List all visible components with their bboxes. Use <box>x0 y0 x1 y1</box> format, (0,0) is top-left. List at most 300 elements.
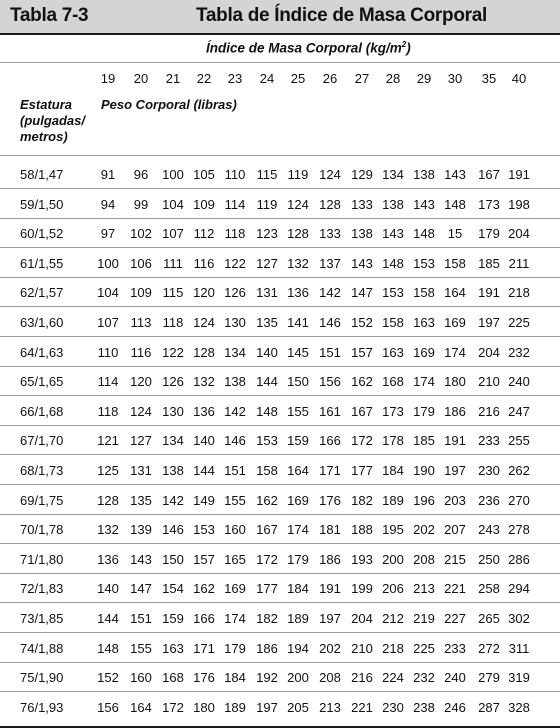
table-title: Tabla de Índice de Masa Corporal <box>196 5 487 26</box>
weight-cell: 193 <box>351 551 373 567</box>
height-label: 72/1,83 <box>20 581 64 597</box>
height-label: 64/1,63 <box>20 344 64 360</box>
weight-cell: 146 <box>162 522 184 538</box>
weight-cell: 148 <box>444 196 466 212</box>
weight-cell: 127 <box>256 255 278 271</box>
weight-cell: 169 <box>287 492 309 508</box>
bmi-value: 30 <box>447 71 463 86</box>
weight-cell: 133 <box>319 226 341 242</box>
weight-cell: 147 <box>351 285 373 301</box>
weight-cell: 247 <box>508 403 530 419</box>
weight-cell: 134 <box>162 433 184 449</box>
weight-cell: 174 <box>287 522 309 538</box>
weight-cell: 151 <box>224 463 246 478</box>
weight-cell: 204 <box>351 611 373 626</box>
height-label: 59/1,50 <box>20 196 64 212</box>
row-divider <box>0 366 560 367</box>
weight-cell: 176 <box>193 670 215 686</box>
bmi-value: 26 <box>322 71 338 86</box>
weight-cell: 105 <box>193 167 215 182</box>
weight-cell: 286 <box>508 551 530 567</box>
height-label: 75/1,90 <box>20 670 64 686</box>
weight-cell: 115 <box>162 285 184 301</box>
table-label: Tabla 7-3 <box>10 5 89 26</box>
weight-cell: 113 <box>130 315 152 330</box>
weight-cell: 176 <box>319 492 341 508</box>
weight-cell: 232 <box>413 670 435 686</box>
weight-cell: 218 <box>508 285 530 301</box>
weight-cell: 153 <box>413 255 435 271</box>
bmi-value: 27 <box>354 71 370 86</box>
bmi-value: 28 <box>385 71 401 86</box>
weight-cell: 174 <box>444 344 466 360</box>
weight-cell: 138 <box>162 463 184 478</box>
weight-cell: 162 <box>193 581 215 597</box>
weight-cell: 302 <box>508 611 530 626</box>
weight-cell: 188 <box>351 522 373 538</box>
weight-cell: 151 <box>319 344 341 360</box>
row-divider <box>0 218 560 219</box>
weight-cell: 171 <box>193 640 215 656</box>
weight-cell: 131 <box>256 285 278 301</box>
weight-cell: 143 <box>444 167 466 182</box>
weight-cell: 168 <box>382 374 404 390</box>
weight-cell: 102 <box>130 226 152 242</box>
weight-cell: 124 <box>319 167 341 182</box>
weight-cell: 114 <box>224 196 246 212</box>
weight-cell: 124 <box>130 403 152 419</box>
weight-cell: 161 <box>319 403 341 419</box>
weight-cell: 134 <box>382 167 404 182</box>
bmi-header <box>206 40 411 56</box>
weight-cell: 184 <box>382 463 404 478</box>
weight-cell: 208 <box>413 551 435 567</box>
height-label: 63/1,60 <box>20 315 64 330</box>
weight-cell: 148 <box>97 640 119 656</box>
height-label: 73/1,85 <box>20 611 64 626</box>
weight-cell: 328 <box>508 699 530 715</box>
weight-cell: 139 <box>130 522 152 538</box>
row-divider <box>0 602 560 603</box>
weight-cell: 197 <box>256 699 278 715</box>
row-divider <box>0 306 560 307</box>
weight-cell: 200 <box>382 551 404 567</box>
bmi-value: 21 <box>165 71 181 86</box>
row-divider <box>0 484 560 485</box>
weight-cell: 126 <box>162 374 184 390</box>
bmi-value: 22 <box>196 71 212 86</box>
weight-cell: 116 <box>130 344 152 360</box>
weight-cell: 168 <box>162 670 184 686</box>
weight-cell: 204 <box>478 344 500 360</box>
row-divider <box>0 632 560 633</box>
weight-cell: 132 <box>193 374 215 390</box>
weight-cell: 96 <box>133 167 149 182</box>
weight-cell: 148 <box>256 403 278 419</box>
weight-cell: 147 <box>130 581 152 597</box>
weight-cell: 179 <box>413 403 435 419</box>
weight-cell: 142 <box>162 492 184 508</box>
weight-cell: 238 <box>413 699 435 715</box>
row-divider <box>0 454 560 455</box>
bmi-value: 35 <box>481 71 497 86</box>
weight-cell: 122 <box>224 255 246 271</box>
weight-cell: 173 <box>382 403 404 419</box>
weight-cell: 185 <box>478 255 500 271</box>
weight-cell: 194 <box>287 640 309 656</box>
weight-cell: 112 <box>193 226 215 242</box>
weight-cell: 218 <box>382 640 404 656</box>
weight-label: Peso Corporal (libras) <box>101 97 237 112</box>
weight-cell: 146 <box>319 315 341 330</box>
weight-cell: 132 <box>287 255 309 271</box>
weight-cell: 114 <box>97 374 119 390</box>
weight-cell: 189 <box>382 492 404 508</box>
section-divider <box>0 155 560 156</box>
weight-cell: 255 <box>508 433 530 449</box>
bmi-value: 40 <box>511 71 527 86</box>
weight-cell: 180 <box>193 699 215 715</box>
weight-cell: 120 <box>130 374 152 390</box>
weight-cell: 319 <box>508 670 530 686</box>
weight-cell: 172 <box>256 551 278 567</box>
stature-label <box>20 97 85 145</box>
weight-cell: 258 <box>478 581 500 597</box>
weight-cell: 142 <box>224 403 246 419</box>
weight-cell: 128 <box>287 226 309 242</box>
weight-cell: 207 <box>444 522 466 538</box>
weight-cell: 143 <box>413 196 435 212</box>
row-divider <box>0 247 560 248</box>
weight-cell: 204 <box>508 226 530 242</box>
weight-cell: 195 <box>382 522 404 538</box>
weight-cell: 134 <box>224 344 246 360</box>
weight-cell: 243 <box>478 522 500 538</box>
weight-cell: 155 <box>130 640 152 656</box>
weight-cell: 233 <box>478 433 500 449</box>
weight-cell: 118 <box>97 403 119 419</box>
bmi-header-close: ) <box>406 40 411 56</box>
weight-cell: 169 <box>444 315 466 330</box>
weight-cell: 202 <box>413 522 435 538</box>
weight-cell: 104 <box>162 196 184 212</box>
weight-cell: 157 <box>351 344 373 360</box>
weight-cell: 138 <box>382 196 404 212</box>
weight-cell: 174 <box>413 374 435 390</box>
weight-cell: 179 <box>287 551 309 567</box>
weight-cell: 172 <box>162 699 184 715</box>
weight-cell: 186 <box>256 640 278 656</box>
weight-cell: 106 <box>130 255 152 271</box>
weight-cell: 270 <box>508 492 530 508</box>
weight-cell: 124 <box>193 315 215 330</box>
weight-cell: 184 <box>224 670 246 686</box>
weight-cell: 279 <box>478 670 500 686</box>
weight-cell: 221 <box>444 581 466 597</box>
weight-cell: 200 <box>287 670 309 686</box>
weight-cell: 130 <box>224 315 246 330</box>
weight-cell: 130 <box>162 403 184 419</box>
weight-cell: 182 <box>256 611 278 626</box>
weight-cell: 100 <box>162 167 184 182</box>
weight-cell: 158 <box>444 255 466 271</box>
weight-cell: 240 <box>508 374 530 390</box>
height-label: 71/1,80 <box>20 551 64 567</box>
weight-cell: 140 <box>256 344 278 360</box>
row-divider <box>0 277 560 278</box>
weight-cell: 138 <box>413 167 435 182</box>
weight-cell: 158 <box>256 463 278 478</box>
weight-cell: 124 <box>287 196 309 212</box>
height-label: 69/1,75 <box>20 492 64 508</box>
weight-cell: 272 <box>478 640 500 656</box>
weight-cell: 189 <box>287 611 309 626</box>
weight-cell: 138 <box>351 226 373 242</box>
row-divider <box>0 188 560 189</box>
weight-cell: 104 <box>97 285 119 301</box>
weight-cell: 240 <box>444 670 466 686</box>
weight-cell: 186 <box>319 551 341 567</box>
weight-cell: 177 <box>256 581 278 597</box>
weight-cell: 152 <box>351 315 373 330</box>
height-label: 58/1,47 <box>20 167 64 182</box>
weight-cell: 131 <box>130 463 152 478</box>
weight-cell: 164 <box>287 463 309 478</box>
table-title-bar <box>0 0 560 35</box>
weight-cell: 246 <box>444 699 466 715</box>
weight-cell: 143 <box>130 551 152 567</box>
weight-cell: 213 <box>319 699 341 715</box>
weight-cell: 185 <box>413 433 435 449</box>
weight-cell: 140 <box>193 433 215 449</box>
stature-label-line: (pulgadas/ <box>20 113 86 128</box>
weight-cell: 215 <box>444 551 466 567</box>
weight-cell: 236 <box>478 492 500 508</box>
bmi-value: 23 <box>227 71 243 86</box>
row-divider <box>0 395 560 396</box>
weight-cell: 278 <box>508 522 530 538</box>
weight-cell: 163 <box>413 315 435 330</box>
weight-cell: 169 <box>413 344 435 360</box>
weight-cell: 208 <box>319 670 341 686</box>
weight-cell: 180 <box>444 374 466 390</box>
weight-cell: 167 <box>478 167 500 182</box>
weight-cell: 196 <box>413 492 435 508</box>
weight-cell: 118 <box>224 226 246 242</box>
weight-cell: 287 <box>478 699 500 715</box>
weight-cell: 110 <box>97 344 119 360</box>
weight-cell: 126 <box>224 285 246 301</box>
weight-cell: 162 <box>256 492 278 508</box>
weight-cell: 153 <box>256 433 278 449</box>
weight-cell: 144 <box>256 374 278 390</box>
weight-cell: 197 <box>319 611 341 626</box>
weight-cell: 262 <box>508 463 530 478</box>
weight-cell: 120 <box>193 285 215 301</box>
weight-cell: 212 <box>382 611 404 626</box>
weight-cell: 125 <box>97 463 119 478</box>
height-label: 62/1,57 <box>20 285 64 301</box>
weight-cell: 158 <box>413 285 435 301</box>
weight-cell: 156 <box>319 374 341 390</box>
bmi-value: 25 <box>290 71 306 86</box>
weight-cell: 160 <box>224 522 246 538</box>
bmi-header-text: Índice de Masa Corporal (kg/m <box>206 40 402 56</box>
stature-label-line: metros) <box>20 129 68 144</box>
weight-cell: 167 <box>256 522 278 538</box>
weight-cell: 149 <box>193 492 215 508</box>
weight-cell: 91 <box>100 167 116 182</box>
height-label: 67/1,70 <box>20 433 64 449</box>
weight-cell: 118 <box>162 315 184 330</box>
weight-cell: 156 <box>97 699 119 715</box>
weight-cell: 143 <box>382 226 404 242</box>
weight-cell: 191 <box>478 285 500 301</box>
weight-cell: 165 <box>224 551 246 567</box>
weight-cell: 169 <box>224 581 246 597</box>
weight-cell: 210 <box>351 640 373 656</box>
weight-cell: 107 <box>162 226 184 242</box>
weight-cell: 110 <box>224 167 246 182</box>
weight-cell: 163 <box>162 640 184 656</box>
weight-cell: 163 <box>382 344 404 360</box>
height-label: 74/1,88 <box>20 640 64 656</box>
row-divider <box>0 691 560 692</box>
weight-cell: 133 <box>351 196 373 212</box>
weight-cell: 100 <box>97 255 119 271</box>
weight-cell: 206 <box>382 581 404 597</box>
weight-cell: 146 <box>224 433 246 449</box>
weight-cell: 97 <box>100 226 116 242</box>
weight-cell: 148 <box>413 226 435 242</box>
weight-cell: 109 <box>130 285 152 301</box>
weight-cell: 155 <box>224 492 246 508</box>
weight-cell: 111 <box>163 255 183 271</box>
weight-cell: 144 <box>193 463 215 478</box>
weight-cell: 182 <box>351 492 373 508</box>
weight-cell: 191 <box>444 433 466 449</box>
weight-cell: 232 <box>508 344 530 360</box>
weight-cell: 148 <box>382 255 404 271</box>
weight-cell: 152 <box>97 670 119 686</box>
weight-cell: 143 <box>351 255 373 271</box>
bmi-value: 19 <box>100 71 116 86</box>
bmi-header-superscript: 2 <box>401 40 407 49</box>
row-divider <box>0 662 560 663</box>
weight-cell: 216 <box>478 403 500 419</box>
weight-cell: 177 <box>351 463 373 478</box>
weight-cell: 150 <box>162 551 184 567</box>
weight-cell: 151 <box>130 611 152 626</box>
bmi-value: 29 <box>416 71 432 86</box>
weight-cell: 191 <box>508 167 530 182</box>
weight-cell: 135 <box>256 315 278 330</box>
weight-cell: 221 <box>351 699 373 715</box>
weight-cell: 99 <box>133 196 149 212</box>
weight-cell: 164 <box>130 699 152 715</box>
weight-cell: 202 <box>319 640 341 656</box>
weight-cell: 191 <box>319 581 341 597</box>
weight-cell: 211 <box>508 255 530 271</box>
weight-cell: 172 <box>351 433 373 449</box>
weight-cell: 190 <box>413 463 435 478</box>
weight-cell: 141 <box>287 315 309 330</box>
weight-cell: 184 <box>287 581 309 597</box>
stature-label-line: Estatura <box>20 97 73 112</box>
weight-cell: 138 <box>224 374 246 390</box>
weight-cell: 171 <box>319 463 341 478</box>
weight-cell: 154 <box>162 581 184 597</box>
weight-cell: 213 <box>413 581 435 597</box>
weight-cell: 166 <box>319 433 341 449</box>
weight-cell: 230 <box>478 463 500 478</box>
weight-cell: 128 <box>97 492 119 508</box>
height-label: 76/1,93 <box>20 699 64 715</box>
weight-cell: 150 <box>287 374 309 390</box>
header-divider <box>0 62 560 63</box>
weight-cell: 153 <box>193 522 215 538</box>
row-divider <box>0 514 560 515</box>
weight-cell: 157 <box>193 551 215 567</box>
weight-cell: 203 <box>444 492 466 508</box>
weight-cell: 178 <box>382 433 404 449</box>
weight-cell: 107 <box>97 315 119 330</box>
weight-cell: 181 <box>319 522 341 538</box>
weight-cell: 219 <box>413 611 435 626</box>
weight-cell: 129 <box>351 167 373 182</box>
weight-cell: 159 <box>162 611 184 626</box>
weight-cell: 137 <box>319 255 341 271</box>
weight-cell: 136 <box>97 551 119 567</box>
weight-cell: 197 <box>444 463 466 478</box>
row-divider <box>0 573 560 574</box>
weight-cell: 179 <box>478 226 500 242</box>
weight-cell: 128 <box>193 344 215 360</box>
weight-cell: 121 <box>97 433 119 449</box>
weight-cell: 140 <box>97 581 119 597</box>
weight-cell: 198 <box>508 196 530 212</box>
weight-cell: 250 <box>478 551 500 567</box>
weight-cell: 227 <box>444 611 466 626</box>
bmi-value: 20 <box>133 71 149 86</box>
weight-cell: 230 <box>382 699 404 715</box>
weight-cell: 136 <box>287 285 309 301</box>
weight-cell: 265 <box>478 611 500 626</box>
weight-cell: 128 <box>319 196 341 212</box>
weight-cell: 173 <box>478 196 500 212</box>
weight-cell: 311 <box>508 640 530 656</box>
weight-cell: 159 <box>287 433 309 449</box>
weight-cell: 142 <box>319 285 341 301</box>
weight-cell: 179 <box>224 640 246 656</box>
height-label: 66/1,68 <box>20 403 64 419</box>
weight-cell: 164 <box>444 285 466 301</box>
weight-cell: 167 <box>351 403 373 419</box>
height-label: 65/1,65 <box>20 374 64 390</box>
weight-cell: 294 <box>508 581 530 597</box>
weight-cell: 186 <box>444 403 466 419</box>
weight-cell: 224 <box>382 670 404 686</box>
row-divider <box>0 425 560 426</box>
weight-cell: 144 <box>97 611 119 626</box>
row-divider <box>0 336 560 337</box>
weight-cell: 158 <box>382 315 404 330</box>
weight-cell: 166 <box>193 611 215 626</box>
weight-cell: 115 <box>256 167 278 182</box>
height-label: 70/1,78 <box>20 522 64 538</box>
weight-cell: 160 <box>130 670 152 686</box>
weight-cell: 225 <box>413 640 435 656</box>
